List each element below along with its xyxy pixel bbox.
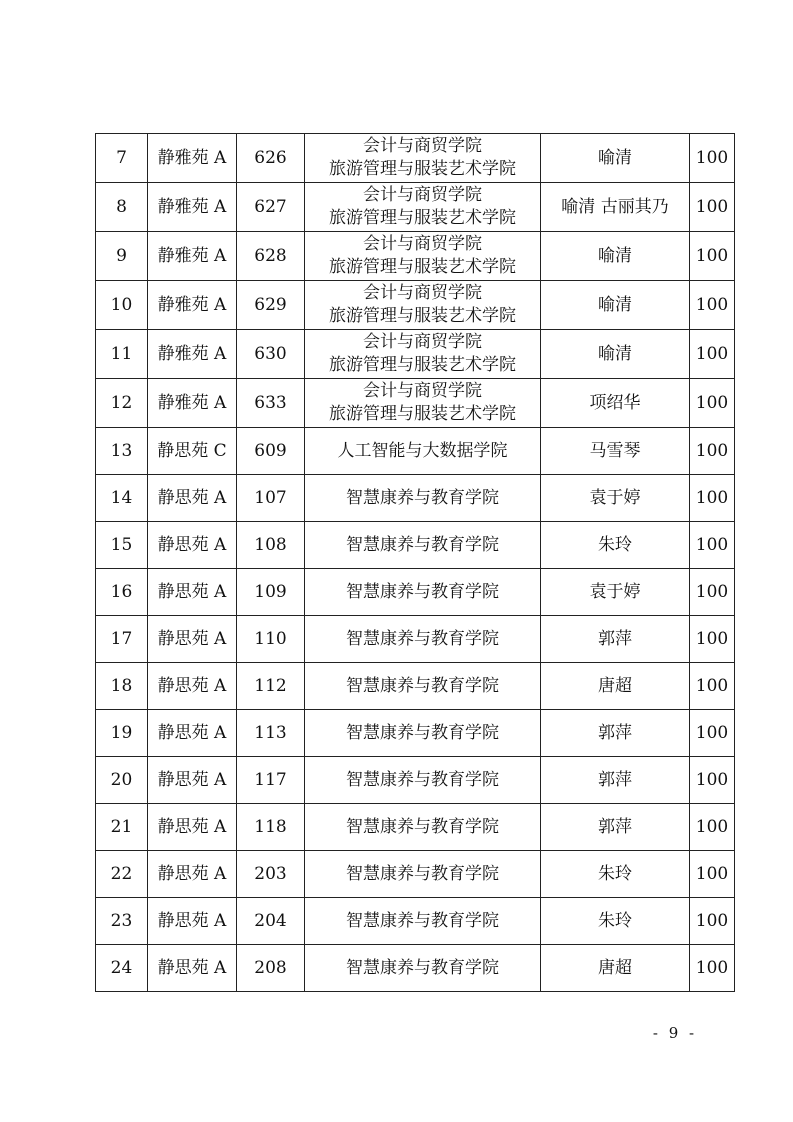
cell-score: 100	[690, 281, 735, 330]
cell-number: 9	[96, 232, 148, 281]
cell-number: 11	[96, 330, 148, 379]
cell-score: 100	[690, 428, 735, 475]
cell-college	[305, 757, 541, 804]
college-name: 会计与商贸学院	[363, 283, 482, 303]
cell-college	[305, 281, 541, 330]
cell-room: 609	[237, 428, 305, 475]
cell-score: 100	[690, 945, 735, 992]
cell-number: 21	[96, 804, 148, 851]
table-row	[96, 851, 735, 898]
cell-college	[305, 330, 541, 379]
cell-number: 14	[96, 475, 148, 522]
college-name: 智慧康养与教育学院	[346, 910, 499, 931]
cell-number: 10	[96, 281, 148, 330]
cell-tutor: 项绍华	[541, 379, 690, 428]
cell-room: 113	[237, 710, 305, 757]
cell-room: 633	[237, 379, 305, 428]
cell-college	[305, 475, 541, 522]
cell-number: 18	[96, 663, 148, 710]
table-row	[96, 183, 735, 232]
college-name: 智慧康养与教育学院	[346, 487, 499, 508]
cell-building: 静雅苑 A	[148, 232, 237, 281]
cell-tutor: 喻清	[541, 330, 690, 379]
cell-college	[305, 945, 541, 992]
table-row	[96, 281, 735, 330]
table-row	[96, 522, 735, 569]
cell-college	[305, 851, 541, 898]
cell-room: 204	[237, 898, 305, 945]
cell-tutor: 郭萍	[541, 757, 690, 804]
cell-room: 626	[237, 134, 305, 183]
cell-room: 629	[237, 281, 305, 330]
cell-building: 静思苑 A	[148, 569, 237, 616]
college-name: 人工智能与大数据学院	[337, 440, 508, 461]
cell-score: 100	[690, 379, 735, 428]
college-name: 会计与商贸学院	[363, 185, 482, 205]
cell-building: 静思苑 A	[148, 804, 237, 851]
cell-number: 24	[96, 945, 148, 992]
table-body	[96, 134, 735, 992]
cell-building: 静思苑 C	[148, 428, 237, 475]
cell-room: 112	[237, 663, 305, 710]
table-row	[96, 330, 735, 379]
college-name: 旅游管理与服装艺术学院	[329, 404, 516, 424]
table-row	[96, 569, 735, 616]
table-row	[96, 757, 735, 804]
table-row	[96, 898, 735, 945]
cell-score: 100	[690, 710, 735, 757]
cell-score: 100	[690, 757, 735, 804]
cell-tutor: 朱玲	[541, 898, 690, 945]
college-name: 智慧康养与教育学院	[346, 628, 499, 649]
cell-tutor: 朱玲	[541, 522, 690, 569]
cell-building: 静思苑 A	[148, 945, 237, 992]
college-name: 旅游管理与服装艺术学院	[329, 159, 516, 179]
cell-number: 7	[96, 134, 148, 183]
cell-tutor: 喻清	[541, 281, 690, 330]
cell-score: 100	[690, 569, 735, 616]
cell-number: 17	[96, 616, 148, 663]
cell-tutor: 喻清	[541, 232, 690, 281]
cell-college	[305, 379, 541, 428]
college-name: 智慧康养与教育学院	[346, 816, 499, 837]
cell-tutor: 唐超	[541, 945, 690, 992]
cell-college	[305, 232, 541, 281]
cell-number: 22	[96, 851, 148, 898]
cell-room: 628	[237, 232, 305, 281]
cell-room: 117	[237, 757, 305, 804]
cell-score: 100	[690, 898, 735, 945]
table-row	[96, 616, 735, 663]
cell-number: 20	[96, 757, 148, 804]
cell-building: 静雅苑 A	[148, 183, 237, 232]
cell-building: 静思苑 A	[148, 663, 237, 710]
college-name: 智慧康养与教育学院	[346, 675, 499, 696]
college-name: 旅游管理与服装艺术学院	[329, 257, 516, 277]
cell-tutor: 袁于婷	[541, 569, 690, 616]
cell-tutor: 喻清 古丽其乃	[541, 183, 690, 232]
cell-room: 118	[237, 804, 305, 851]
table-row	[96, 428, 735, 475]
table-row	[96, 134, 735, 183]
college-name: 智慧康养与教育学院	[346, 769, 499, 790]
cell-score: 100	[690, 330, 735, 379]
college-name: 会计与商贸学院	[363, 332, 482, 352]
college-name: 智慧康养与教育学院	[346, 863, 499, 884]
cell-college	[305, 428, 541, 475]
table-row	[96, 804, 735, 851]
cell-score: 100	[690, 183, 735, 232]
cell-college	[305, 616, 541, 663]
cell-building: 静思苑 A	[148, 757, 237, 804]
cell-score: 100	[690, 475, 735, 522]
college-name: 智慧康养与教育学院	[346, 581, 499, 602]
cell-room: 109	[237, 569, 305, 616]
cell-college	[305, 134, 541, 183]
cell-college	[305, 898, 541, 945]
cell-number: 23	[96, 898, 148, 945]
college-name: 会计与商贸学院	[363, 381, 482, 401]
table-row	[96, 710, 735, 757]
cell-number: 8	[96, 183, 148, 232]
cell-college	[305, 522, 541, 569]
cell-college	[305, 183, 541, 232]
cell-room: 208	[237, 945, 305, 992]
cell-room: 110	[237, 616, 305, 663]
cell-room: 627	[237, 183, 305, 232]
table-row	[96, 945, 735, 992]
college-name: 旅游管理与服装艺术学院	[329, 355, 516, 375]
cell-room: 107	[237, 475, 305, 522]
college-name: 会计与商贸学院	[363, 234, 482, 254]
cell-building: 静雅苑 A	[148, 379, 237, 428]
cell-college	[305, 804, 541, 851]
page-number: - 9 -	[652, 1024, 698, 1042]
cell-building: 静思苑 A	[148, 898, 237, 945]
college-name: 智慧康养与教育学院	[346, 534, 499, 555]
cell-building: 静思苑 A	[148, 616, 237, 663]
table-row	[96, 232, 735, 281]
cell-tutor: 郭萍	[541, 616, 690, 663]
cell-building: 静思苑 A	[148, 475, 237, 522]
cell-building: 静思苑 A	[148, 851, 237, 898]
cell-college	[305, 569, 541, 616]
cell-college	[305, 663, 541, 710]
cell-room: 108	[237, 522, 305, 569]
college-name: 旅游管理与服装艺术学院	[329, 306, 516, 326]
cell-room: 630	[237, 330, 305, 379]
college-name: 智慧康养与教育学院	[346, 722, 499, 743]
cell-number: 12	[96, 379, 148, 428]
cell-tutor: 袁于婷	[541, 475, 690, 522]
cell-building: 静雅苑 A	[148, 134, 237, 183]
cell-number: 13	[96, 428, 148, 475]
college-name: 旅游管理与服装艺术学院	[329, 208, 516, 228]
cell-tutor: 唐超	[541, 663, 690, 710]
cell-score: 100	[690, 663, 735, 710]
dormitory-table	[95, 133, 735, 992]
table-row	[96, 379, 735, 428]
cell-score: 100	[690, 851, 735, 898]
cell-tutor: 马雪琴	[541, 428, 690, 475]
cell-college	[305, 710, 541, 757]
cell-tutor: 郭萍	[541, 804, 690, 851]
cell-building: 静思苑 A	[148, 710, 237, 757]
cell-room: 203	[237, 851, 305, 898]
cell-score: 100	[690, 232, 735, 281]
cell-number: 15	[96, 522, 148, 569]
cell-number: 16	[96, 569, 148, 616]
college-name: 智慧康养与教育学院	[346, 957, 499, 978]
cell-score: 100	[690, 804, 735, 851]
cell-building: 静思苑 A	[148, 522, 237, 569]
cell-tutor: 喻清	[541, 134, 690, 183]
cell-building: 静雅苑 A	[148, 281, 237, 330]
cell-building: 静雅苑 A	[148, 330, 237, 379]
cell-tutor: 朱玲	[541, 851, 690, 898]
table-row	[96, 475, 735, 522]
cell-number: 19	[96, 710, 148, 757]
cell-score: 100	[690, 134, 735, 183]
cell-score: 100	[690, 616, 735, 663]
table-row	[96, 663, 735, 710]
college-name: 会计与商贸学院	[363, 136, 482, 156]
cell-score: 100	[690, 522, 735, 569]
cell-tutor: 郭萍	[541, 710, 690, 757]
